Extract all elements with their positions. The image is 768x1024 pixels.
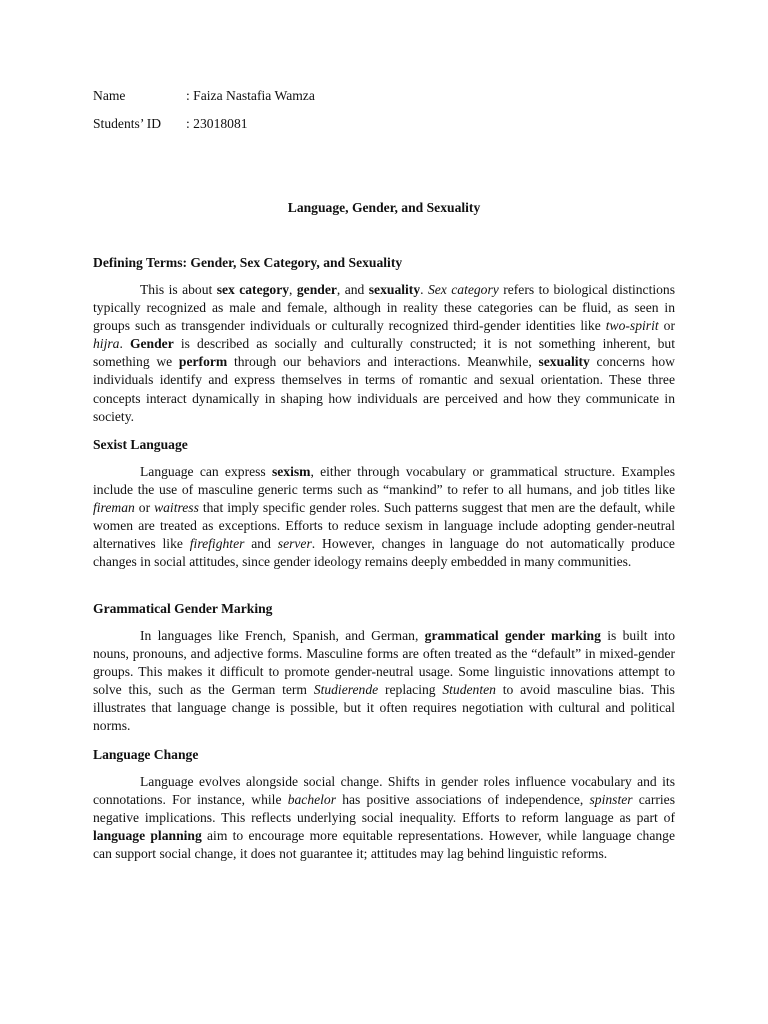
- text-run: ,: [289, 282, 297, 297]
- italic-term: spinster: [589, 792, 633, 808]
- section-paragraph: [93, 281, 675, 426]
- bold-term: gender: [296, 282, 337, 297]
- text-run: aim to encourage more equitable representations. However, while language change can support social change, it does not guarantee it; attitudes may lag behind linguistic reforms.: [93, 828, 675, 862]
- text-run: carries negative implications. This reflects underlying social inequality. Efforts to reform language as part of: [93, 792, 675, 826]
- italic-term: Studenten: [442, 682, 496, 698]
- text-run: Language evolves alongside social change. Shifts in gender roles influence vocabulary and its connotations. For instance, while: [93, 774, 675, 808]
- bold-term: grammatical gender marking: [424, 628, 601, 643]
- italic-term: firefighter: [189, 536, 245, 552]
- text-run: to avoid masculine bias. This illustrates that language change is possible, but it often requires negotiation with cultural and political norms.: [93, 682, 675, 734]
- text-run: or: [658, 318, 675, 334]
- italic-term: hijra: [93, 336, 120, 352]
- section-language-change: [93, 746, 675, 863]
- bold-term: sexuality: [368, 282, 421, 297]
- section-heading: Sexist Language: [93, 437, 188, 452]
- student-id-value: : 23018081: [186, 116, 248, 131]
- student-id-label: Students’ ID: [93, 116, 162, 131]
- section-heading: Grammatical Gender Marking: [93, 601, 273, 616]
- text-run: In languages like French, Spanish, and German,: [140, 628, 425, 643]
- bold-term: sexuality: [538, 354, 590, 370]
- bold-term: sex category: [216, 282, 290, 297]
- bold-term: Gender: [129, 336, 174, 352]
- text-run: , and: [336, 282, 369, 297]
- text-run: and: [244, 536, 278, 552]
- text-run: is built into nouns, pronouns, and adjective forms. Masculine forms are often treated as the “default” in mixed-gender groups. This makes it difficult to promote gender-neutral usage. Some linguistic innovations attempt to solve this, such as the German term: [93, 628, 675, 698]
- text-run: has positive associations of independence,: [336, 792, 590, 808]
- bold-term: perform: [178, 354, 228, 370]
- italic-term: fireman: [93, 500, 135, 516]
- text-run: concerns how individuals identify and express themselves in terms of romantic and sexual orientation. These three concepts interact dynamically in shaping how individuals are perceived and how they communicate in society.: [93, 354, 675, 424]
- italic-term: two-spirit: [605, 318, 659, 334]
- text-run: or: [134, 500, 155, 516]
- document-title: Language, Gender, and Sexuality: [287, 200, 481, 215]
- section-paragraph: [93, 463, 675, 572]
- italic-term: server: [277, 536, 312, 552]
- section-paragraph: [93, 773, 675, 863]
- text-run: .: [119, 336, 130, 352]
- italic-term: Studierende: [313, 682, 379, 698]
- text-run: , either through vocabulary or grammatical structure. Examples include the use of masculine generic terms such as “mankind” to refer to all humans, and job titles like: [93, 464, 675, 498]
- text-run: replacing: [378, 682, 443, 698]
- italic-term: bachelor: [287, 792, 337, 808]
- section-heading: Language Change: [93, 747, 199, 762]
- section-paragraph: [93, 627, 675, 736]
- name-label: Name: [93, 88, 126, 103]
- text-run: . However, changes in language do not automatically produce changes in social attitudes, since gender ideology remains deeply embedded in many communities.: [93, 536, 675, 570]
- text-run: .: [420, 282, 428, 297]
- bold-term: sexism: [271, 464, 311, 479]
- text-run: refers to biological distinctions typically recognized as male and female, although in reality these categories can be fluid, as seen in groups such as transgender individuals or culturally recognized third-gender identities like: [93, 282, 676, 334]
- text-run: that imply specific gender roles. Such patterns suggest that men are the default, while women are treated as exceptions. Efforts to reduce sexism in language include adopting gender-neutral alternatives like: [93, 500, 675, 552]
- italic-term: waitress: [154, 500, 199, 516]
- text-run: This is about: [140, 282, 217, 297]
- name-row: [93, 86, 315, 106]
- student-id-row: [93, 114, 248, 134]
- name-value: : Faiza Nastafia Wamza: [186, 88, 315, 103]
- text-run: Language can express: [140, 464, 272, 479]
- section-defining-terms: [93, 254, 675, 426]
- bold-term: language planning: [93, 828, 202, 844]
- section-sexist-language: [93, 436, 675, 572]
- section-heading: Defining Terms: Gender, Sex Category, and Sexuality: [93, 255, 403, 270]
- text-run: is described as socially and culturally constructed; it is not something inherent, but something we: [93, 336, 676, 370]
- text-run: through our behaviors and interactions. Meanwhile,: [227, 354, 539, 370]
- italic-term: Sex category: [427, 282, 499, 297]
- section-grammatical-gender: [93, 600, 675, 736]
